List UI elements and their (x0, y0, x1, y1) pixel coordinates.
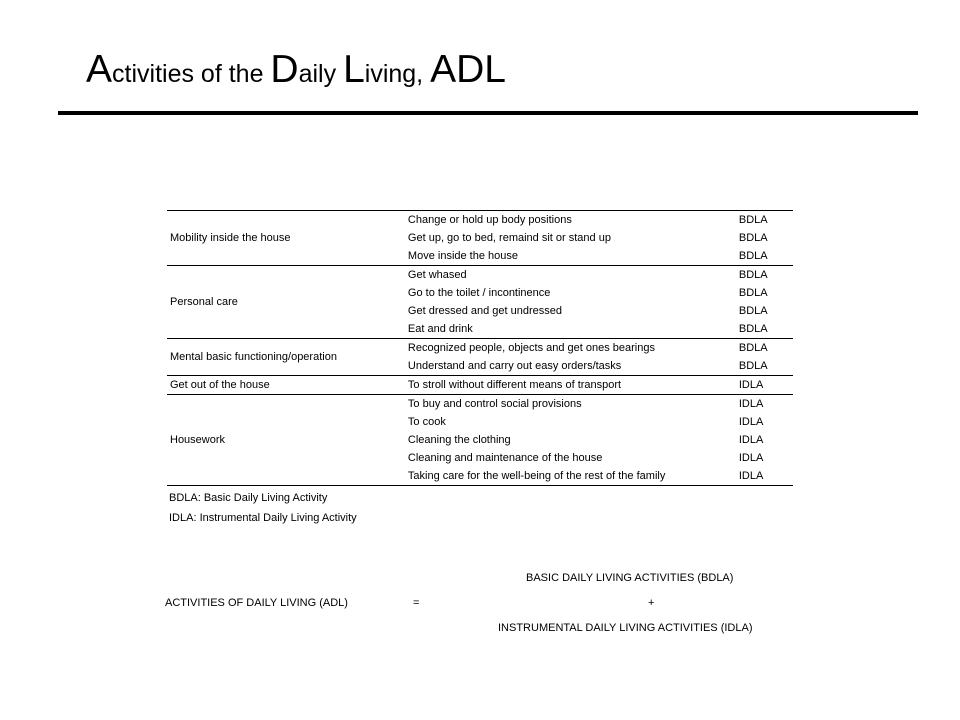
activity-cell: Move inside the house (405, 247, 733, 266)
activity-cell: Go to the toilet / incontinence (407, 286, 551, 299)
equation-bdla: BASIC DAILY LIVING ACTIVITIES (BDLA) (526, 572, 734, 584)
title-part: D (270, 48, 299, 91)
activity-cell: Get dressed and get undressed (407, 304, 563, 317)
activity-cell: Cleaning the clothing (407, 433, 511, 446)
title-underline (58, 111, 918, 115)
type-cell: IDLA (738, 451, 764, 464)
table-row (167, 339, 793, 358)
category-cell: Get out of the house (167, 376, 405, 395)
title-part: A (86, 48, 113, 91)
type-cell: BDLA (733, 320, 793, 339)
category-cell: Housework (167, 395, 405, 486)
type-cell: BDLA (738, 304, 768, 317)
equation-adl: ACTIVITIES OF DAILY LIVING (ADL) (165, 597, 348, 609)
table-row (167, 266, 793, 285)
activity-cell: To cook (407, 415, 446, 428)
activity-cell: Get up, go to bed, remaind sit or stand up (407, 231, 611, 244)
activity-cell: Change or hold up body positions (405, 211, 733, 230)
type-cell: BDLA (738, 286, 768, 299)
category-cell: Mental basic functioning/operation (167, 339, 405, 376)
activity-cell: Recognized people, objects and get ones bearings (407, 341, 655, 354)
equation-plus: + (648, 597, 655, 609)
type-cell: IDLA (738, 415, 764, 428)
equation-idla: INSTRUMENTAL DAILY LIVING ACTIVITIES (IDLA) (498, 622, 753, 634)
activity-cell: Cleaning and maintenance of the house (407, 451, 603, 464)
category-cell: Personal care (167, 266, 405, 339)
category-cell: Mobility inside the house (167, 211, 405, 266)
table-row (167, 211, 793, 230)
type-cell: BDLA (733, 357, 793, 376)
type-cell: BDLA (738, 341, 768, 354)
activity-cell: Taking care for the well-being of the rest of the family (405, 467, 733, 486)
legend (169, 488, 357, 528)
page-title (86, 48, 506, 96)
type-cell: IDLA (733, 467, 793, 486)
activity-cell: Get whased (407, 268, 467, 281)
activity-cell: To stroll without different means of transport (405, 376, 733, 395)
activity-cell: Understand and carry out easy orders/tasks (405, 357, 733, 376)
type-cell: BDLA (733, 247, 793, 266)
table-row (167, 395, 793, 414)
type-cell: BDLA (738, 268, 768, 281)
type-cell: IDLA (733, 376, 793, 395)
title-part: aily (298, 60, 344, 88)
type-cell: IDLA (738, 397, 764, 410)
legend-bdla: BDLA: Basic Daily Living Activity (169, 492, 328, 504)
type-cell: BDLA (733, 211, 793, 230)
activity-cell: Eat and drink (405, 320, 733, 339)
adl-table (167, 210, 793, 486)
title-part: ctivities of the (112, 60, 271, 88)
type-cell: BDLA (738, 231, 768, 244)
table-row (167, 376, 793, 395)
title-part: ADL (430, 48, 506, 91)
type-cell: IDLA (738, 433, 764, 446)
title-part: iving, (364, 60, 431, 88)
legend-idla: IDLA: Instrumental Daily Living Activity (169, 512, 357, 524)
activity-cell: To buy and control social provisions (407, 397, 582, 410)
equation-equals: = (413, 597, 420, 609)
title-part: L (343, 48, 365, 91)
